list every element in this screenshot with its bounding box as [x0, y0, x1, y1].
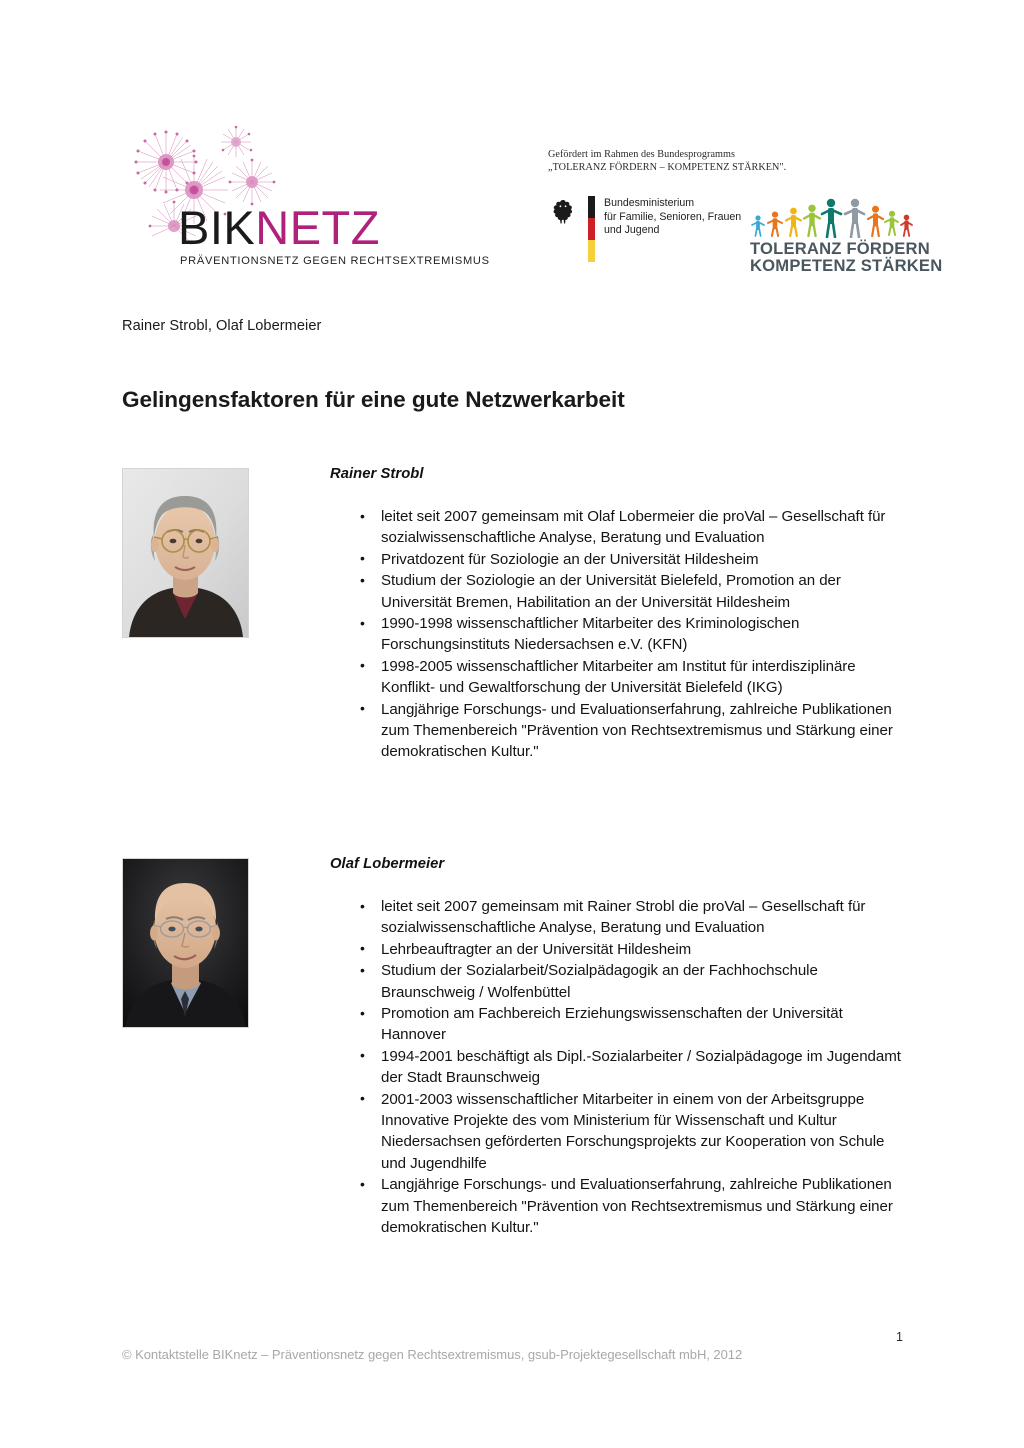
list-item: • 1990-1998 wissenschaftlicher Mitarbeiter des Kriminologischen Forschungsinstituts Niedersachsen e.V. (KFN): [330, 613, 910, 656]
list-item: • 1994-2001 beschäftigt als Dipl.-Sozialarbeiter / Sozialpädagoge im Jugendamt der Stadt Braunschweig: [330, 1046, 910, 1089]
federal-eagle-icon: [548, 198, 578, 226]
bio-name-olaf-lobermeier: Olaf Lobermeier: [330, 856, 445, 872]
wordmark-netz: NETZ: [255, 201, 380, 254]
authors-line: Rainer Strobl, Olaf Lobermeier: [122, 318, 322, 334]
wordmark-bik: BIK: [178, 201, 256, 254]
list-item: • 2001-2003 wissenschaftlicher Mitarbeiter in einem von der Arbeitsgruppe Innovative Projekte des vom Ministerium für Wissenschaft und Kultur Niedersachsen geförderten Forschungsprojekts zur Kooperation von Schule und Jugendhilfe: [330, 1089, 910, 1175]
funding-statement: [548, 148, 928, 175]
portrait-rainer-strobl: [122, 468, 249, 638]
portrait-photo-light-background: [123, 469, 248, 637]
german-flag-bar-icon: [588, 196, 595, 262]
bmfsfj-line-1: Bundesministerium: [604, 197, 695, 209]
biknetz-logo: [120, 126, 490, 274]
page-title: Gelingensfaktoren für eine gute Netzwerkarbeit: [122, 387, 625, 413]
bmfsfj-line-2: für Familie, Senioren, Frauen: [604, 210, 742, 223]
list-item: • Lehrbeauftragter an der Universität Hildesheim: [330, 939, 910, 960]
bio-content-rainer-strobl: [330, 466, 910, 763]
page-footer: [0, 1330, 1024, 1390]
list-item: • Privatdozent für Soziologie an der Universität Hildesheim: [330, 549, 910, 570]
funding-line-2: „TOLERANZ FÖRDERN – KOMPETENZ STÄRKEN".: [548, 162, 787, 174]
portrait-olaf-lobermeier: [122, 858, 249, 1028]
bmfsfj-line-3: und Jugend: [604, 224, 660, 237]
bio-name-rainer-strobl: Rainer Strobl: [330, 466, 424, 482]
footer-copyright: © Kontaktstelle BIKnetz – Präventionsnetz gegen Rechtsextremismus, gsub-Projektegesellschaft mbH, 2012: [122, 1347, 743, 1362]
people-holding-hands-icon: [748, 196, 920, 238]
toleranz-headline-2: KOMPETENZ STÄRKEN: [750, 256, 943, 275]
biknetz-tagline: PRÄVENTIONSNETZ GEGEN RECHTSEXTREMISMUS: [180, 255, 490, 267]
list-item: • Studium der Sozialarbeit/Sozialpädagogik an der Fachhochschule Braunschweig / Wolfenbüttel: [330, 960, 910, 1003]
list-item: • Langjährige Forschungs- und Evaluationserfahrung, zahlreiche Publikationen zum Themenbereich "Prävention von Rechtsextremismus und Stärkung einer demokratischen Kultur.": [330, 699, 910, 763]
list-item: • Promotion am Fachbereich Erziehungswissenschaften der Universität Hannover: [330, 1003, 910, 1046]
list-item: • Studium der Soziologie an der Universität Bielefeld, Promotion an der Universität Bremen, Habilitation an der Universität Hildesheim: [330, 570, 910, 613]
bmfsfj-name: [604, 197, 741, 238]
bmfsfj-logo: [548, 196, 748, 266]
list-item: • leitet seit 2007 gemeinsam mit Olaf Lobermeier die proVal – Gesellschaft für sozialwissenschaftliche Analyse, Beratung und Evaluation: [330, 506, 910, 549]
toleranz-foerdern-logo: [748, 196, 943, 275]
list-item: • leitet seit 2007 gemeinsam mit Rainer Strobl die proVal – Gesellschaft für sozialwissenschaftliche Analyse, Beratung und Evaluation: [330, 896, 910, 939]
page-header: [0, 0, 1024, 300]
bio-content-olaf-lobermeier: [330, 856, 910, 1239]
list-item: • Langjährige Forschungs- und Evaluationserfahrung, zahlreiche Publikationen zum Themenbereich "Prävention von Rechtsextremismus und Stärkung einer demokratischen Kultur.": [330, 1174, 910, 1238]
funding-line-1: Gefördert im Rahmen des Bundesprogramms: [548, 149, 735, 160]
page-number: 1: [896, 1330, 903, 1344]
toleranz-headline-1: TOLERANZ FÖRDERN: [750, 239, 930, 258]
list-item: • 1998-2005 wissenschaftlicher Mitarbeiter am Institut für interdisziplinäre Konflikt- und Gewaltforschung der Universität Bielefeld (IKG): [330, 656, 910, 699]
portrait-photo-dark-background: [123, 859, 248, 1027]
bio-bullet-list-rainer-strobl: [330, 506, 910, 763]
bio-bullet-list-olaf-lobermeier: [330, 896, 910, 1239]
biknetz-wordmark: [178, 201, 380, 254]
